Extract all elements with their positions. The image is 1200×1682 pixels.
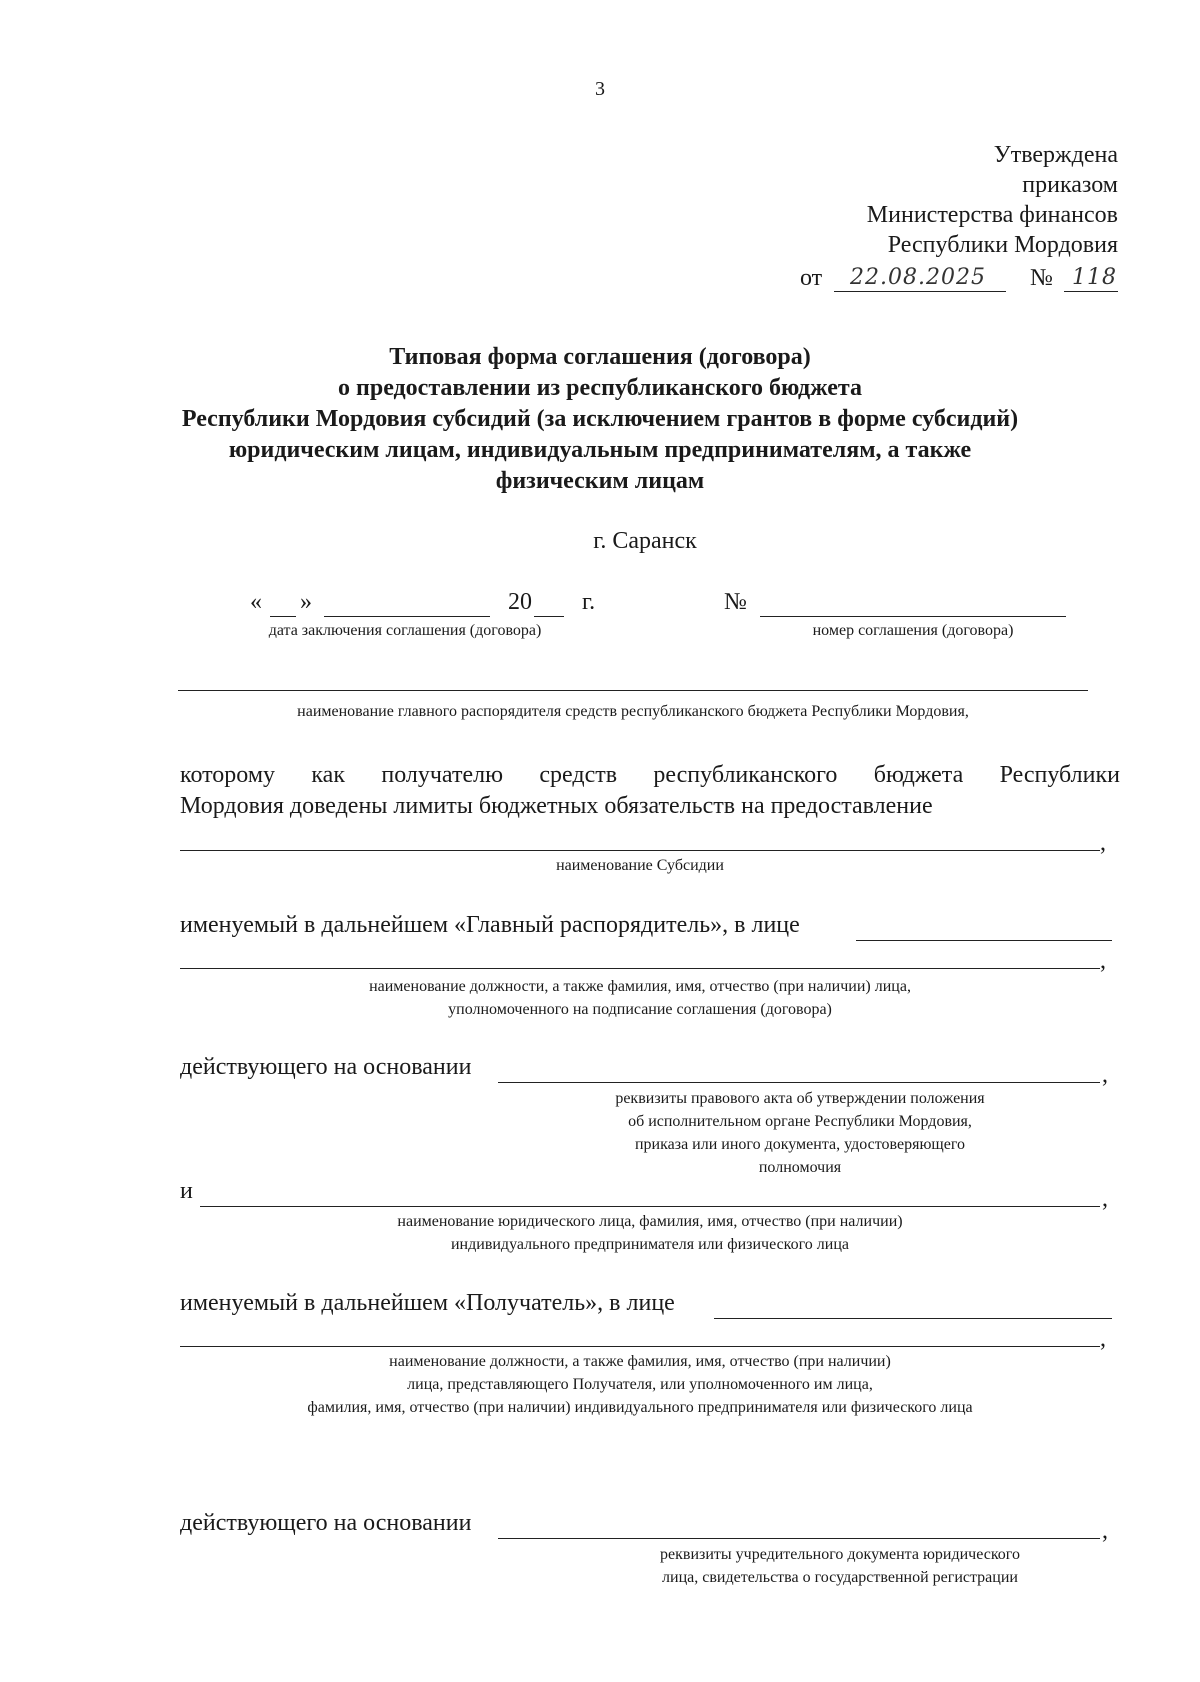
main-distributor-field[interactable]: [178, 690, 1088, 691]
approval-block: [867, 140, 1118, 260]
comma: ,: [1102, 1186, 1108, 1212]
approval-line: Утверждена: [993, 142, 1118, 168]
date-caption: дата заключения соглашения (договора): [268, 622, 542, 639]
approval-date-handwritten: 22.08.2025: [850, 265, 986, 290]
day-field[interactable]: [270, 616, 296, 617]
main-distributor-named: именуемый в дальнейшем «Главный распорядитель», в лице: [180, 912, 800, 938]
recipient-caption: индивидуального предпринимателя или физического лица: [450, 1236, 849, 1253]
position-caption: уполномоченного на подписание соглашения (договора): [448, 1001, 832, 1018]
from-label: от: [800, 265, 823, 291]
recipient-representative-field-2[interactable]: [180, 1346, 1100, 1347]
approval-date-line: [800, 262, 1118, 294]
title-line: о предоставлении из республиканского бюджета: [338, 375, 862, 401]
legal-act-caption: приказа или иного документа, удостоверяющего: [634, 1136, 965, 1153]
recipient-rep-caption: наименование должности, а также фамилия, имя, отчество (при наличии): [389, 1353, 891, 1370]
document-title: [0, 342, 1200, 497]
year-field[interactable]: [534, 616, 564, 617]
and-label: и: [180, 1178, 193, 1204]
month-field[interactable]: [324, 616, 490, 617]
recipient-rep-caption: лица, представляющего Получателя, или уполномоченного им лица,: [407, 1376, 873, 1393]
charter-field[interactable]: [498, 1538, 1100, 1539]
legal-act-caption: об исполнительном органе Республики Мордовия,: [628, 1113, 972, 1130]
paragraph-recipient-limits: [180, 760, 1120, 822]
main-distributor-caption: наименование главного распорядителя средств республиканского бюджета Республики Мордовия,: [297, 703, 969, 720]
subsidy-caption: наименование Субсидии: [556, 857, 724, 874]
page-number: 3: [595, 78, 605, 100]
approval-line: Республики Мордовия: [887, 232, 1118, 258]
recipient-rep-caption: фамилия, имя, отчество (при наличии) индивидуального предпринимателя или физического лица: [307, 1399, 973, 1416]
distributor-representative-field[interactable]: [856, 940, 1112, 941]
legal-act-caption: реквизиты правового акта об утверждении положения: [615, 1090, 985, 1107]
position-caption: наименование должности, а также фамилия, имя, отчество (при наличии) лица,: [369, 978, 911, 995]
comma: ,: [1102, 1062, 1108, 1088]
title-line: юридическим лицам, индивидуальным предпринимателям, а также: [228, 437, 972, 463]
recipient-name-field[interactable]: [200, 1206, 1100, 1207]
recipient-caption: наименование юридического лица, фамилия, имя, отчество (при наличии): [397, 1213, 903, 1230]
title-line: Республики Мордовия субсидий (за исключением грантов в форме субсидий): [181, 406, 1019, 432]
number-underline: [1064, 291, 1118, 292]
comma: ,: [1100, 1326, 1106, 1352]
paragraph-line: которому как получателю средств республиканского бюджета Республики: [180, 762, 1120, 788]
comma: ,: [1100, 948, 1106, 974]
subsidy-name-field[interactable]: [180, 850, 1100, 851]
title-line: Типовая форма соглашения (договора): [389, 344, 811, 370]
recipient-named: именуемый в дальнейшем «Получатель», в лице: [180, 1290, 675, 1316]
open-quote: «: [250, 589, 262, 615]
comma: ,: [1102, 1518, 1108, 1544]
agreement-number-label: №: [724, 589, 747, 615]
comma: ,: [1100, 830, 1106, 856]
acting-basis-label-2: действующего на основании: [180, 1510, 472, 1536]
paragraph-line: Мордовия доведены лимиты бюджетных обязательств на предоставление: [180, 793, 933, 819]
close-quote: »: [300, 589, 312, 615]
agreement-number-field[interactable]: [760, 616, 1066, 617]
number-caption: номер соглашения (договора): [812, 622, 1014, 639]
approval-number-handwritten: 118: [1072, 265, 1117, 290]
distributor-representative-field-2[interactable]: [180, 968, 1100, 969]
year-suffix: г.: [582, 589, 596, 615]
date-underline: [834, 291, 1006, 292]
charter-caption: реквизиты учредительного документа юридического: [660, 1546, 1020, 1563]
city: г. Саранск: [593, 528, 697, 554]
charter-caption: лица, свидетельства о государственной регистрации: [662, 1569, 1018, 1586]
acting-basis-label: действующего на основании: [180, 1054, 472, 1080]
legal-act-field[interactable]: [498, 1082, 1100, 1083]
recipient-representative-field[interactable]: [714, 1318, 1112, 1319]
year-prefix: 20: [508, 589, 532, 615]
number-label: №: [1030, 265, 1053, 291]
title-line: физическим лицам: [495, 468, 705, 494]
legal-act-caption: полномочия: [758, 1159, 842, 1176]
approval-line: Министерства финансов: [866, 202, 1118, 228]
approval-line: приказом: [1022, 172, 1118, 198]
